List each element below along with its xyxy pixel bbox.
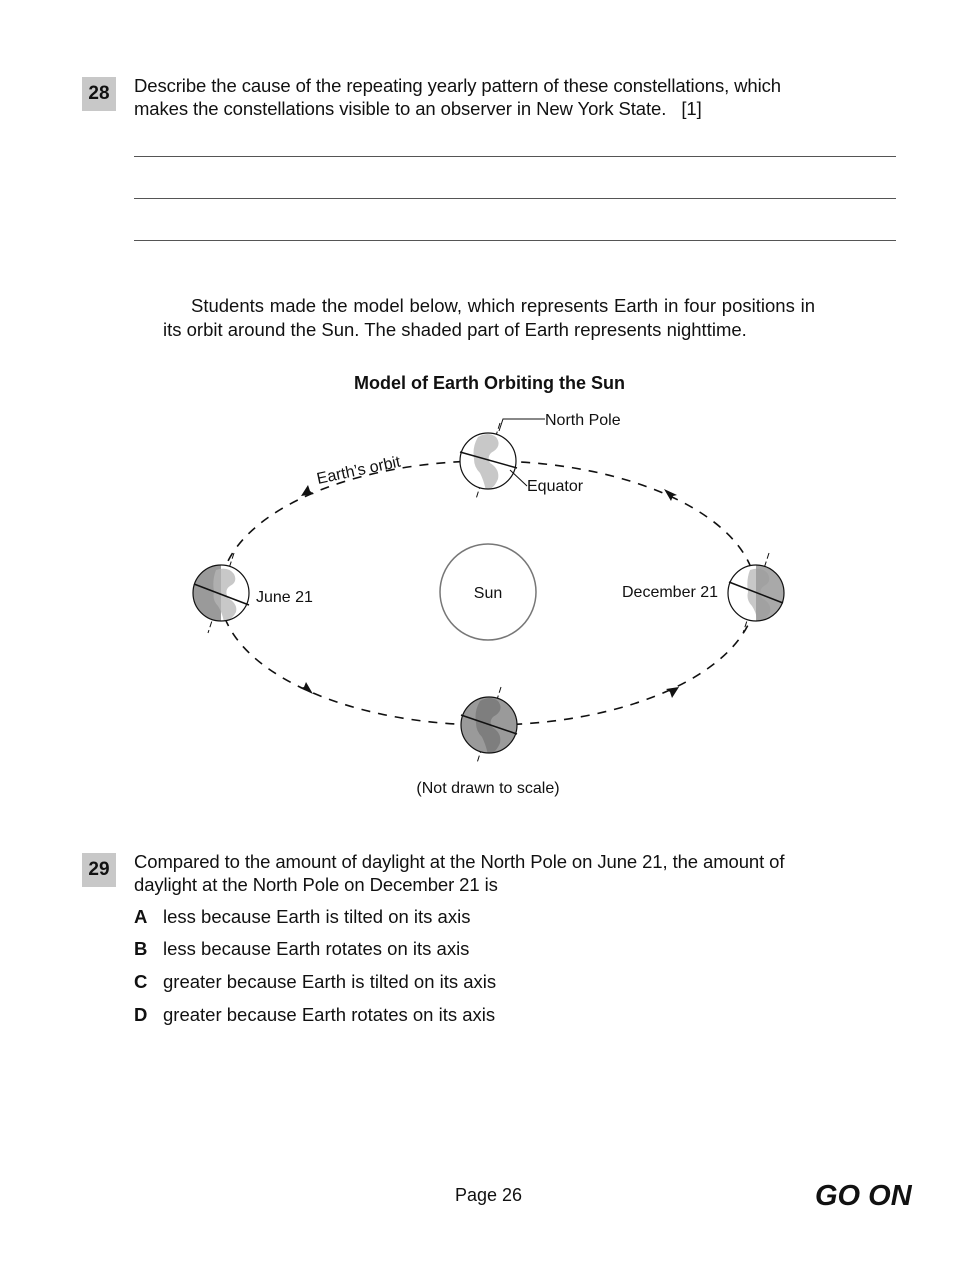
december-21-label: December 21 xyxy=(622,584,719,601)
question-29-text xyxy=(134,850,784,896)
question-number-28: 28 xyxy=(82,77,116,111)
choice-text: less because Earth is tilted on its axis xyxy=(163,906,471,927)
arrow-icon xyxy=(666,687,679,698)
credit-value: [1] xyxy=(681,98,702,119)
equator-label: Equator xyxy=(527,478,584,495)
earth-bottom-position xyxy=(461,687,517,763)
choice-text: greater because Earth rotates on its axis xyxy=(163,1004,496,1025)
question-28-line-1: Describe the cause of the repeating yearly pattern of these constellations, which xyxy=(134,75,781,96)
question-29-line-2: daylight at the North Pole on December 21 is xyxy=(134,874,498,895)
sun xyxy=(440,544,536,640)
sun-label: Sun xyxy=(473,585,503,602)
choice-text: greater because Earth is tilted on its axis xyxy=(163,971,497,992)
arrow-icon xyxy=(300,682,313,694)
choice-letter: D xyxy=(134,1004,148,1025)
choice-text: less because Earth rotates on its axis xyxy=(163,938,470,959)
june-21-label: June 21 xyxy=(256,589,313,606)
page-number: Page 26 xyxy=(455,1185,523,1205)
earth-december-21 xyxy=(728,553,784,633)
choice-c[interactable] xyxy=(134,971,496,993)
choice-letter: B xyxy=(134,938,148,959)
question-29-line-1: Compared to the amount of daylight at the North Pole on June 21, the amount of xyxy=(134,851,785,872)
go-on-label: GO ON xyxy=(815,1180,912,1212)
question-number-29: 29 xyxy=(82,853,116,887)
not-to-scale-note: (Not drawn to scale) xyxy=(416,780,560,797)
question-28-line-2: makes the constellations visible to an observer in New York State. [1] xyxy=(134,98,702,119)
choice-letter: A xyxy=(134,906,148,927)
choice-a[interactable] xyxy=(134,906,470,928)
earth-june-21 xyxy=(193,553,249,633)
model-intro-paragraph: Students made the model below, which represents Earth in four positions in its orbit around the Sun. The shaded part of Earth represents nighttime. xyxy=(163,295,815,340)
choice-d[interactable] xyxy=(134,1004,495,1026)
arrow-icon xyxy=(301,485,314,496)
figure-title: Model of Earth Orbiting the Sun xyxy=(354,373,625,393)
orbit-label: Earth’s orbit xyxy=(315,453,403,488)
north-pole-label: North Pole xyxy=(545,412,621,429)
choice-b[interactable] xyxy=(134,938,469,960)
choice-letter: C xyxy=(134,971,148,992)
